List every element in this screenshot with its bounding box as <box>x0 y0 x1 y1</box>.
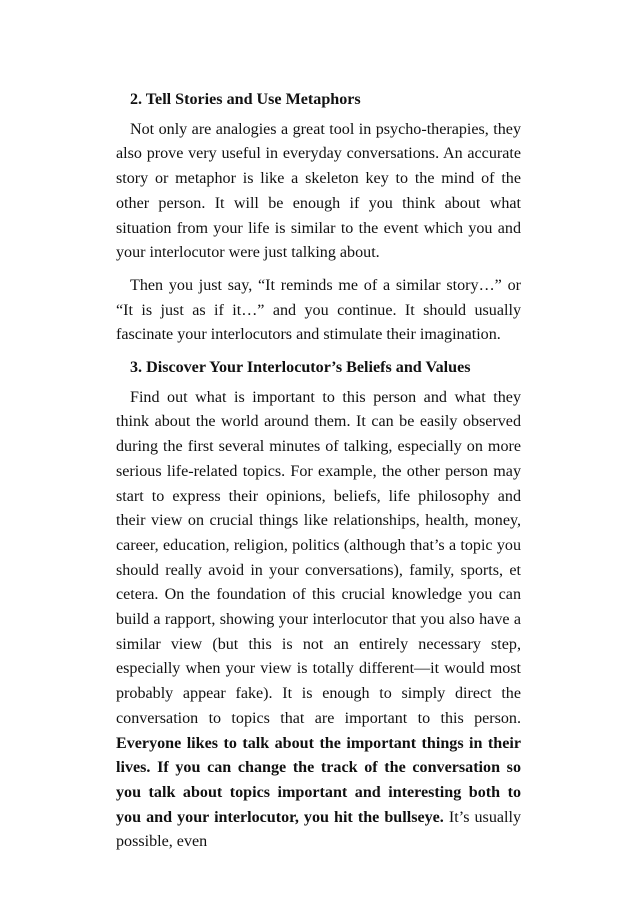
section-2-paragraph-1: Not only are analogies a great tool in psycho-therapies, they also prove very useful in everyday conversations. An accurate story or metaphor is like a skeleton key to the mind of the other person. It will be enough if you think about what situation from your life is similar to the event which you and your interlocutor were just talking about. <box>116 120 521 262</box>
section-3-heading: 3. Discover Your Interlocutor’s Beliefs and Values <box>130 359 471 377</box>
section-3-paragraph-1-start: Find out what is important to this person and what they think about the world around them. It can be easily observed during the first several minutes of talking, especially on more serious life-related topics. For example, the other person may start to express their opinions, beliefs, life philosophy and their view on crucial things like relationships, health, money, career, education, religion, politics (although that’s a topic you should really avoid in your conversations), family, sports, et cetera. On the foundation of this crucial knowledge you can build a rapport, showing your interlocutor that you also have a similar view (but this is not an entirely necessary step, especially when your view is totally different—it would most probably appear fake). It is enough to simply direct the conversation to topics that are important to this person. <box>116 388 521 727</box>
section-3-bold-text: Everyone likes to talk about the important things in their lives. If you can change the track of the conversation so you talk about topics important and interesting both to you and your interlocutor, you hit the bullseye. <box>116 734 521 826</box>
section-2-paragraph-2: Then you just say, “It reminds me of a similar story…” or “It is just as if it…” and you continue. It should usually fascinate your interlocutors and stimulate their imagination. <box>116 276 521 344</box>
document-body <box>116 88 521 863</box>
section-2-heading: 2. Tell Stories and Use Metaphors <box>130 91 361 108</box>
section-3-paragraph-1-end: It’s usually possible, even <box>116 808 522 851</box>
section-3-paragraph-1 <box>116 386 521 855</box>
